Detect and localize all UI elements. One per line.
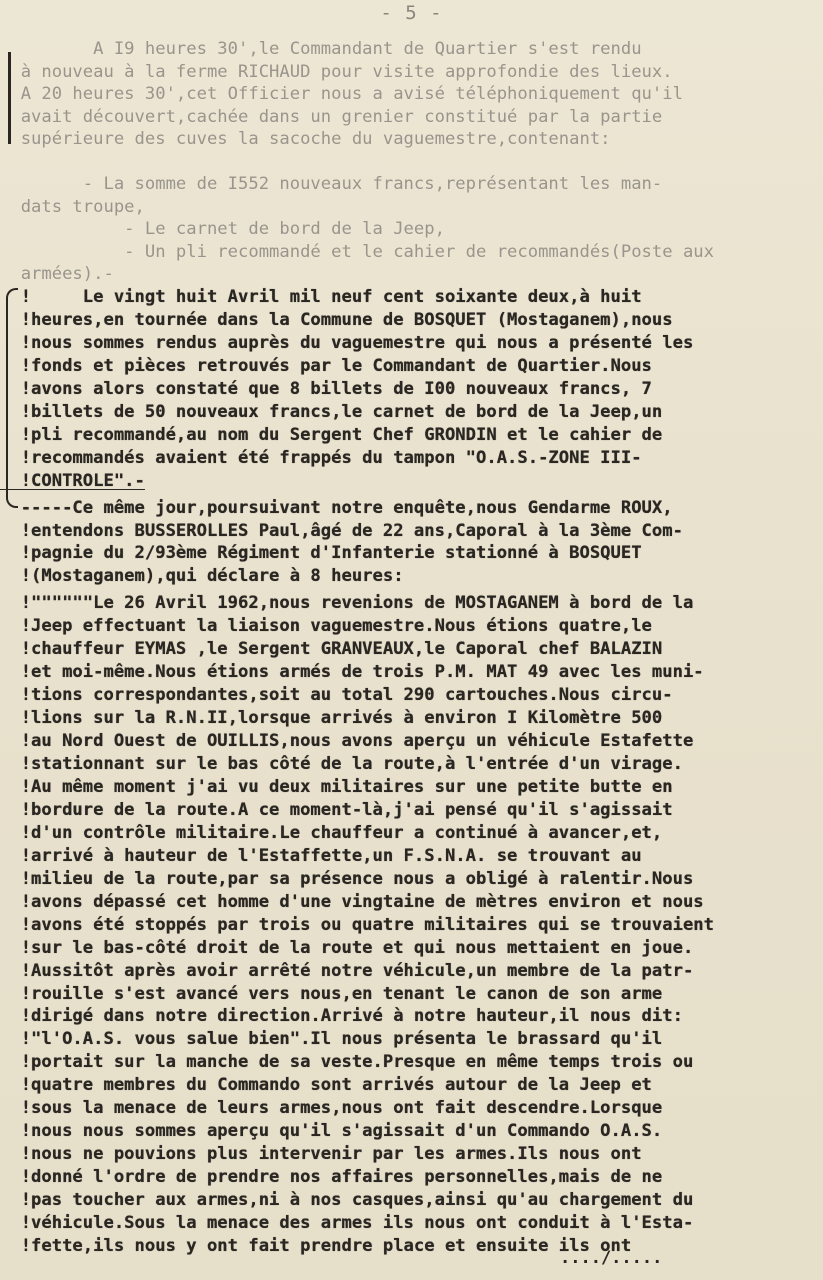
faded-line: dats troupe, [0,196,145,217]
text-line: !pli recommandé,au nom du Sergent Chef GRONDIN et le cahier de [0,424,663,445]
faded-line: A 20 heures 30',cet Officier nous a avisé téléphoniquement qu'il [0,84,683,104]
text-line: !Jeep effectuant la liaison vaguemestre.Nous étions quatre,le [0,616,652,637]
page-number: - 5 - [380,2,443,24]
text-line: !avons alors constaté que 8 billets de I00 nouveaux francs, 7 [0,378,652,399]
faded-line: - Un pli recommandé et le cahier de recommandés(Poste aux [0,241,714,262]
text-line: !donné l'ordre de prendre nos affaires personnelles,mais de ne [0,1167,663,1188]
text-line: !quatre membres du Commando sont arrivés autour de la Jeep et [0,1075,652,1096]
text-line: !Au même moment j'ai vu deux militaires sur une petite butte en [0,776,673,797]
text-line: !sur le bas-côté droit de la route et qui nous mettaient en joue. [0,937,694,958]
text-line: !lions sur la R.N.II,lorsque arrivés à environ I Kilomètre 500 [0,708,663,729]
faded-line: avait découvert,cachée dans un grenier constitué par la partie [0,106,663,127]
text-line: ! Le vingt huit Avril mil neuf cent soixante deux,à huit [0,287,642,307]
text-line: !au Nord Ouest de OUILLIS,nous avons aperçu un véhicule Estafette [0,731,694,752]
text-line: !nous nous sommes aperçu qu'il s'agissait d'un Commando O.A.S. [0,1121,663,1142]
text-line: !dirigé dans notre direction.Arrivé à notre hauteur,il nous dit: [0,1006,683,1027]
text-line: !entendons BUSSEROLLES Paul,âgé de 22 ans,Caporal à la 3ème Com- [0,520,683,541]
text-line: !pas toucher aux armes,ni à nos casques,ainsi qu'au chargement du [0,1190,694,1211]
text-line: !fonds et pièces retrouvés par le Commandant de Quartier.Nous [0,355,652,376]
text-line: !""""""Le 26 Avril 1962,nous revenions de MOSTAGANEM à bord de la [0,593,694,614]
text-line: !recommandés avaient été frappés du tampon "O.A.S.-ZONE III- [0,447,642,468]
faded-line: A I9 heures 30',le Commandant de Quartier s'est rendu [0,39,642,59]
text-line: !chauffeur EYMAS ,le Sergent GRANVEAUX,le Caporal chef BALAZIN [0,639,663,660]
continuation-mark: ..../..... [560,1248,663,1268]
text-line: !CONTROLE".- [0,470,145,491]
text-line: !heures,en tournée dans la Commune de BOSQUET (Mostaganem),nous [0,309,673,330]
faded-line: - La somme de I552 nouveaux francs,représentant les man- [0,174,663,194]
text-line: !nous sommes rendus auprès du vaguemestre qui nous a présenté les [0,332,694,353]
faded-line: armées).- [0,264,114,284]
faded-line: à nouveau à la ferme RICHAUD pour visite approfondie des lieux. [0,61,673,82]
text-line: !arrivé à hauteur de l'Estaffette,un F.S.N.A. se trouvant au [0,845,642,866]
text-line: -----Ce même jour,poursuivant notre enquête,nous Gendarme ROUX, [0,497,673,518]
text-line: !véhicule.Sous la menace des armes ils nous ont conduit à l'Esta- [0,1213,694,1233]
text-line: !stationnant sur le bas côté de la route,à l'entrée d'un virage. [0,754,683,774]
text-line: !d'un contrôle militaire.Le chauffeur a continué à avancer,et, [0,822,663,843]
text-line: !(Mostaganem),qui déclare à 8 heures: [0,566,404,587]
text-line: !avons été stoppés par trois ou quatre militaires qui se trouvaient [0,914,714,935]
text-line: !milieu de la route,par sa présence nous a obligé à ralentir.Nous [0,868,694,889]
text-line: !Aussitôt après avoir arrêté notre véhicule,un membre de la patr- [0,960,694,981]
text-line: !sous la menace de leurs armes,nous ont fait descendre.Lorsque [0,1098,663,1119]
text-line: !avons dépassé cet homme d'une vingtaine de mètres environ et nous [0,891,704,912]
text-line: !portait sur la manche de sa veste.Presque en même temps trois ou [0,1052,694,1073]
text-line: !pagnie du 2/93ème Régiment d'Infanterie stationné à BOSQUET [0,543,642,564]
text-line: !bordure de la route.A ce moment-là,j'ai pensé qu'il s'agissait [0,799,673,820]
text-line: !tions correspondantes,soit au total 290 cartouches.Nous circu- [0,685,673,706]
faded-line: supérieure des cuves la sacoche du vaguemestre,contenant: [0,129,611,149]
text-line: !et moi-même.Nous étions armés de trois P.M. MAT 49 avec les muni- [0,662,704,683]
text-line: !fette,ils nous y ont fait prendre place et ensuite ils ont [0,1235,632,1256]
text-line: !nous ne pouvions plus intervenir par les armes.Ils nous ont [0,1144,642,1165]
text-line: !"l'O.A.S. vous salue bien".Il nous présenta le brassard qu'il [0,1029,663,1050]
text-line: !rouille s'est avancé vers nous,en tenant le canon de son arme [0,983,663,1004]
text-line: !billets de 50 nouveaux francs,le carnet de bord de la Jeep,un [0,401,663,422]
faded-line: - Le carnet de bord de la Jeep, [0,219,445,239]
